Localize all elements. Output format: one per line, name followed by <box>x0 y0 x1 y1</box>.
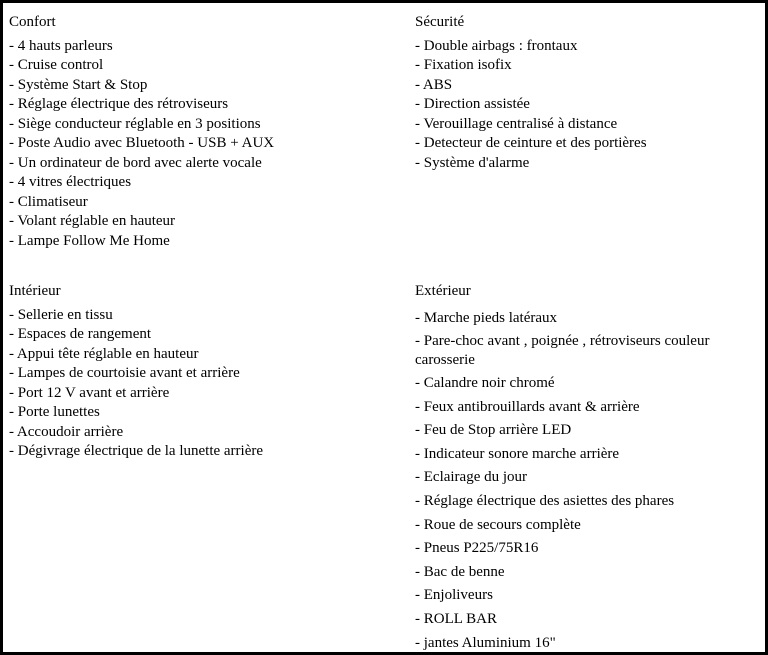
feature-list-interieur <box>9 306 399 462</box>
list-item: - Espaces de rangement <box>9 326 152 342</box>
section-securite <box>415 13 755 173</box>
list-item: - ABS <box>415 76 453 93</box>
list-item: - Detecteur de ceinture et des portières <box>415 135 647 151</box>
list-item: - Un ordinateur de bord avec alerte vocale <box>9 154 262 171</box>
list-item: - Enjoliveurs <box>415 587 493 604</box>
list-item: - Climatiseur <box>9 193 88 210</box>
feature-list-confort <box>9 37 399 252</box>
list-item: - Fixation isofix <box>415 57 512 73</box>
list-item: - Système d'alarme <box>415 154 530 171</box>
list-item: - Port 12 V avant et arrière <box>9 384 170 401</box>
list-item: - Eclairage du jour <box>415 469 528 486</box>
list-item: - 4 vitres électriques <box>9 174 132 190</box>
list-item: - Verouillage centralisé à distance <box>415 115 618 132</box>
list-item: - Porte lunettes <box>9 404 100 420</box>
list-item: - Bac de benne <box>415 563 505 580</box>
list-item: - Roue de secours complète <box>415 516 581 533</box>
list-item: - Feu de Stop arrière LED <box>415 422 572 439</box>
list-item: - Dégivrage électrique de la lunette arrière <box>9 443 264 459</box>
list-item: - ROLL BAR <box>415 611 497 628</box>
section-title-confort: Confort <box>9 14 56 30</box>
list-item: - Accoudoir arrière <box>9 423 124 440</box>
feature-list-securite <box>415 37 755 174</box>
list-item: - Lampe Follow Me Home <box>9 232 170 249</box>
list-item: - Réglage électrique des asiettes des phares <box>415 493 675 510</box>
section-interieur <box>9 282 399 462</box>
list-item: - Réglage électrique des rétroviseurs <box>9 96 229 112</box>
section-exterieur <box>415 282 765 655</box>
list-item: - Direction assistée <box>415 96 530 112</box>
list-item: - Pneus P225/75R16 <box>415 540 539 557</box>
list-item: - Système Start & Stop <box>9 76 148 93</box>
section-confort <box>9 13 399 251</box>
list-item: - Calandre noir chromé <box>415 375 555 392</box>
list-item: - Feux antibrouillards avant & arrière <box>415 398 640 415</box>
list-item: - Double airbags : frontaux <box>415 37 578 54</box>
list-item: - 4 hauts parleurs <box>9 37 113 54</box>
list-item: - jantes Aluminium 16" <box>415 634 556 651</box>
list-item: - Sellerie en tissu <box>9 306 113 323</box>
section-title-exterieur: Extérieur <box>415 283 471 299</box>
list-item: - Appui tête réglable en hauteur <box>9 345 199 362</box>
section-title-securite: Sécurité <box>415 14 465 30</box>
list-item: - Pare-choc avant , poignée , rétroviseurs couleur carosserie <box>415 333 710 369</box>
list-item: - Poste Audio avec Bluetooth - USB + AUX <box>9 135 275 151</box>
feature-list-exterieur <box>415 307 765 655</box>
list-item: - Marche pieds latéraux <box>415 309 558 326</box>
list-item: - Indicateur sonore marche arrière <box>415 445 620 462</box>
list-item: - Cruise control <box>9 57 104 73</box>
list-item: - Siège conducteur réglable en 3 positions <box>9 115 261 132</box>
section-title-interieur: Intérieur <box>9 283 61 299</box>
list-item: - Volant réglable en hauteur <box>9 213 176 229</box>
list-item: - Lampes de courtoisie avant et arrière <box>9 365 240 381</box>
